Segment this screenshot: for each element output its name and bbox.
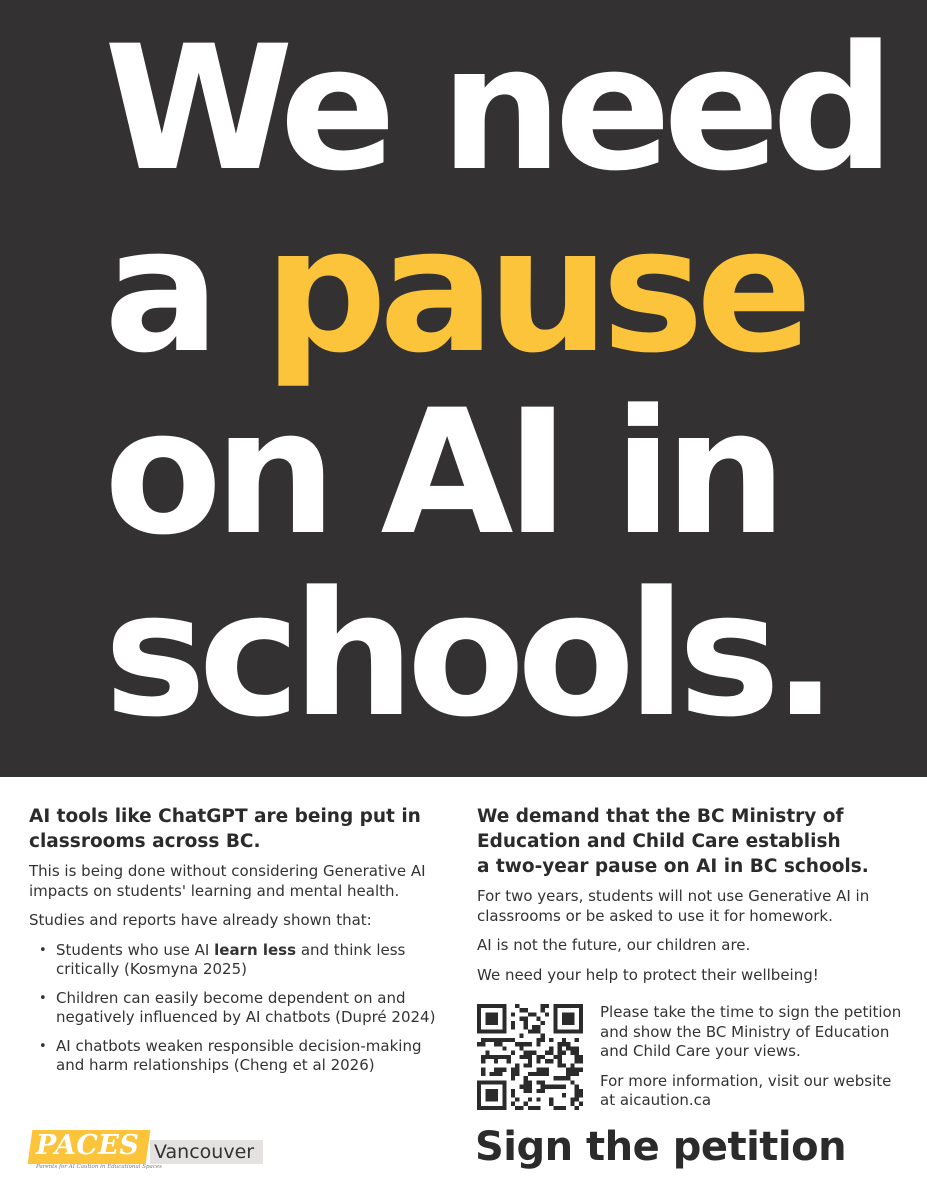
right-heading-line: We demand that the BC Ministry of [477, 806, 844, 827]
qr-code[interactable] [477, 1004, 583, 1110]
bullet-text: Students who use AI [56, 940, 215, 959]
headline [104, 8, 888, 755]
left-paragraph-1: This is being done without considering Generative AI impacts on students' learning and mental health. [29, 862, 426, 900]
right-column [477, 804, 907, 995]
right-heading-line: Education and Child Care establish [477, 831, 841, 852]
logo-city: Vancouver [150, 1140, 263, 1164]
list-item: • Children can easily become dependent on and negatively influenced by AI chatbots (Dupré 2024) [29, 989, 449, 1028]
petition-request: Please take the time to sign the petition and show the BC Ministry of Education and Child Care your views. [600, 1003, 902, 1060]
logo-tagline: Parents for AI Caution in Educational Spaces [36, 1164, 162, 1170]
logo-wordmark: PACES [36, 1130, 140, 1161]
bullet-text: and think less critically (Kosmyna 2025) [56, 940, 406, 978]
sign-petition-heading: Sign the petition [475, 1124, 847, 1170]
right-paragraph-1: For two years, students will not use Generative AI in classrooms or be asked to use it for homework. [477, 887, 870, 925]
right-paragraph-3: We need your help to protect their wellbeing! [477, 965, 819, 984]
headline-line-3: on AI in [104, 372, 779, 573]
headline-accent-word: pause [263, 190, 805, 391]
website-info: For more information, visit our website at aicaution.ca [600, 1071, 892, 1109]
left-column [29, 804, 449, 1085]
right-paragraph-2: AI is not the future, our children are. [477, 936, 751, 954]
petition-info [600, 1003, 910, 1121]
findings-list [29, 941, 449, 1076]
list-item [29, 941, 449, 980]
list-item: • AI chatbots weaken responsible decision-making and harm relationships (Cheng et al 2026) [29, 1037, 449, 1076]
headline-line-4: schools. [104, 554, 830, 755]
paces-logo [30, 1130, 270, 1176]
left-paragraph-2: Studies and reports have already shown that: [29, 911, 372, 929]
headline-line-1: We need [104, 8, 888, 209]
left-heading: AI tools like ChatGPT are being put in classrooms across BC. [29, 806, 421, 852]
right-heading-line: a two-year pause on AI in BC schools. [477, 856, 869, 877]
bullet-emphasis: learn less [214, 940, 297, 959]
headline-line-2-prefix: a [104, 190, 264, 391]
right-heading [477, 804, 907, 879]
